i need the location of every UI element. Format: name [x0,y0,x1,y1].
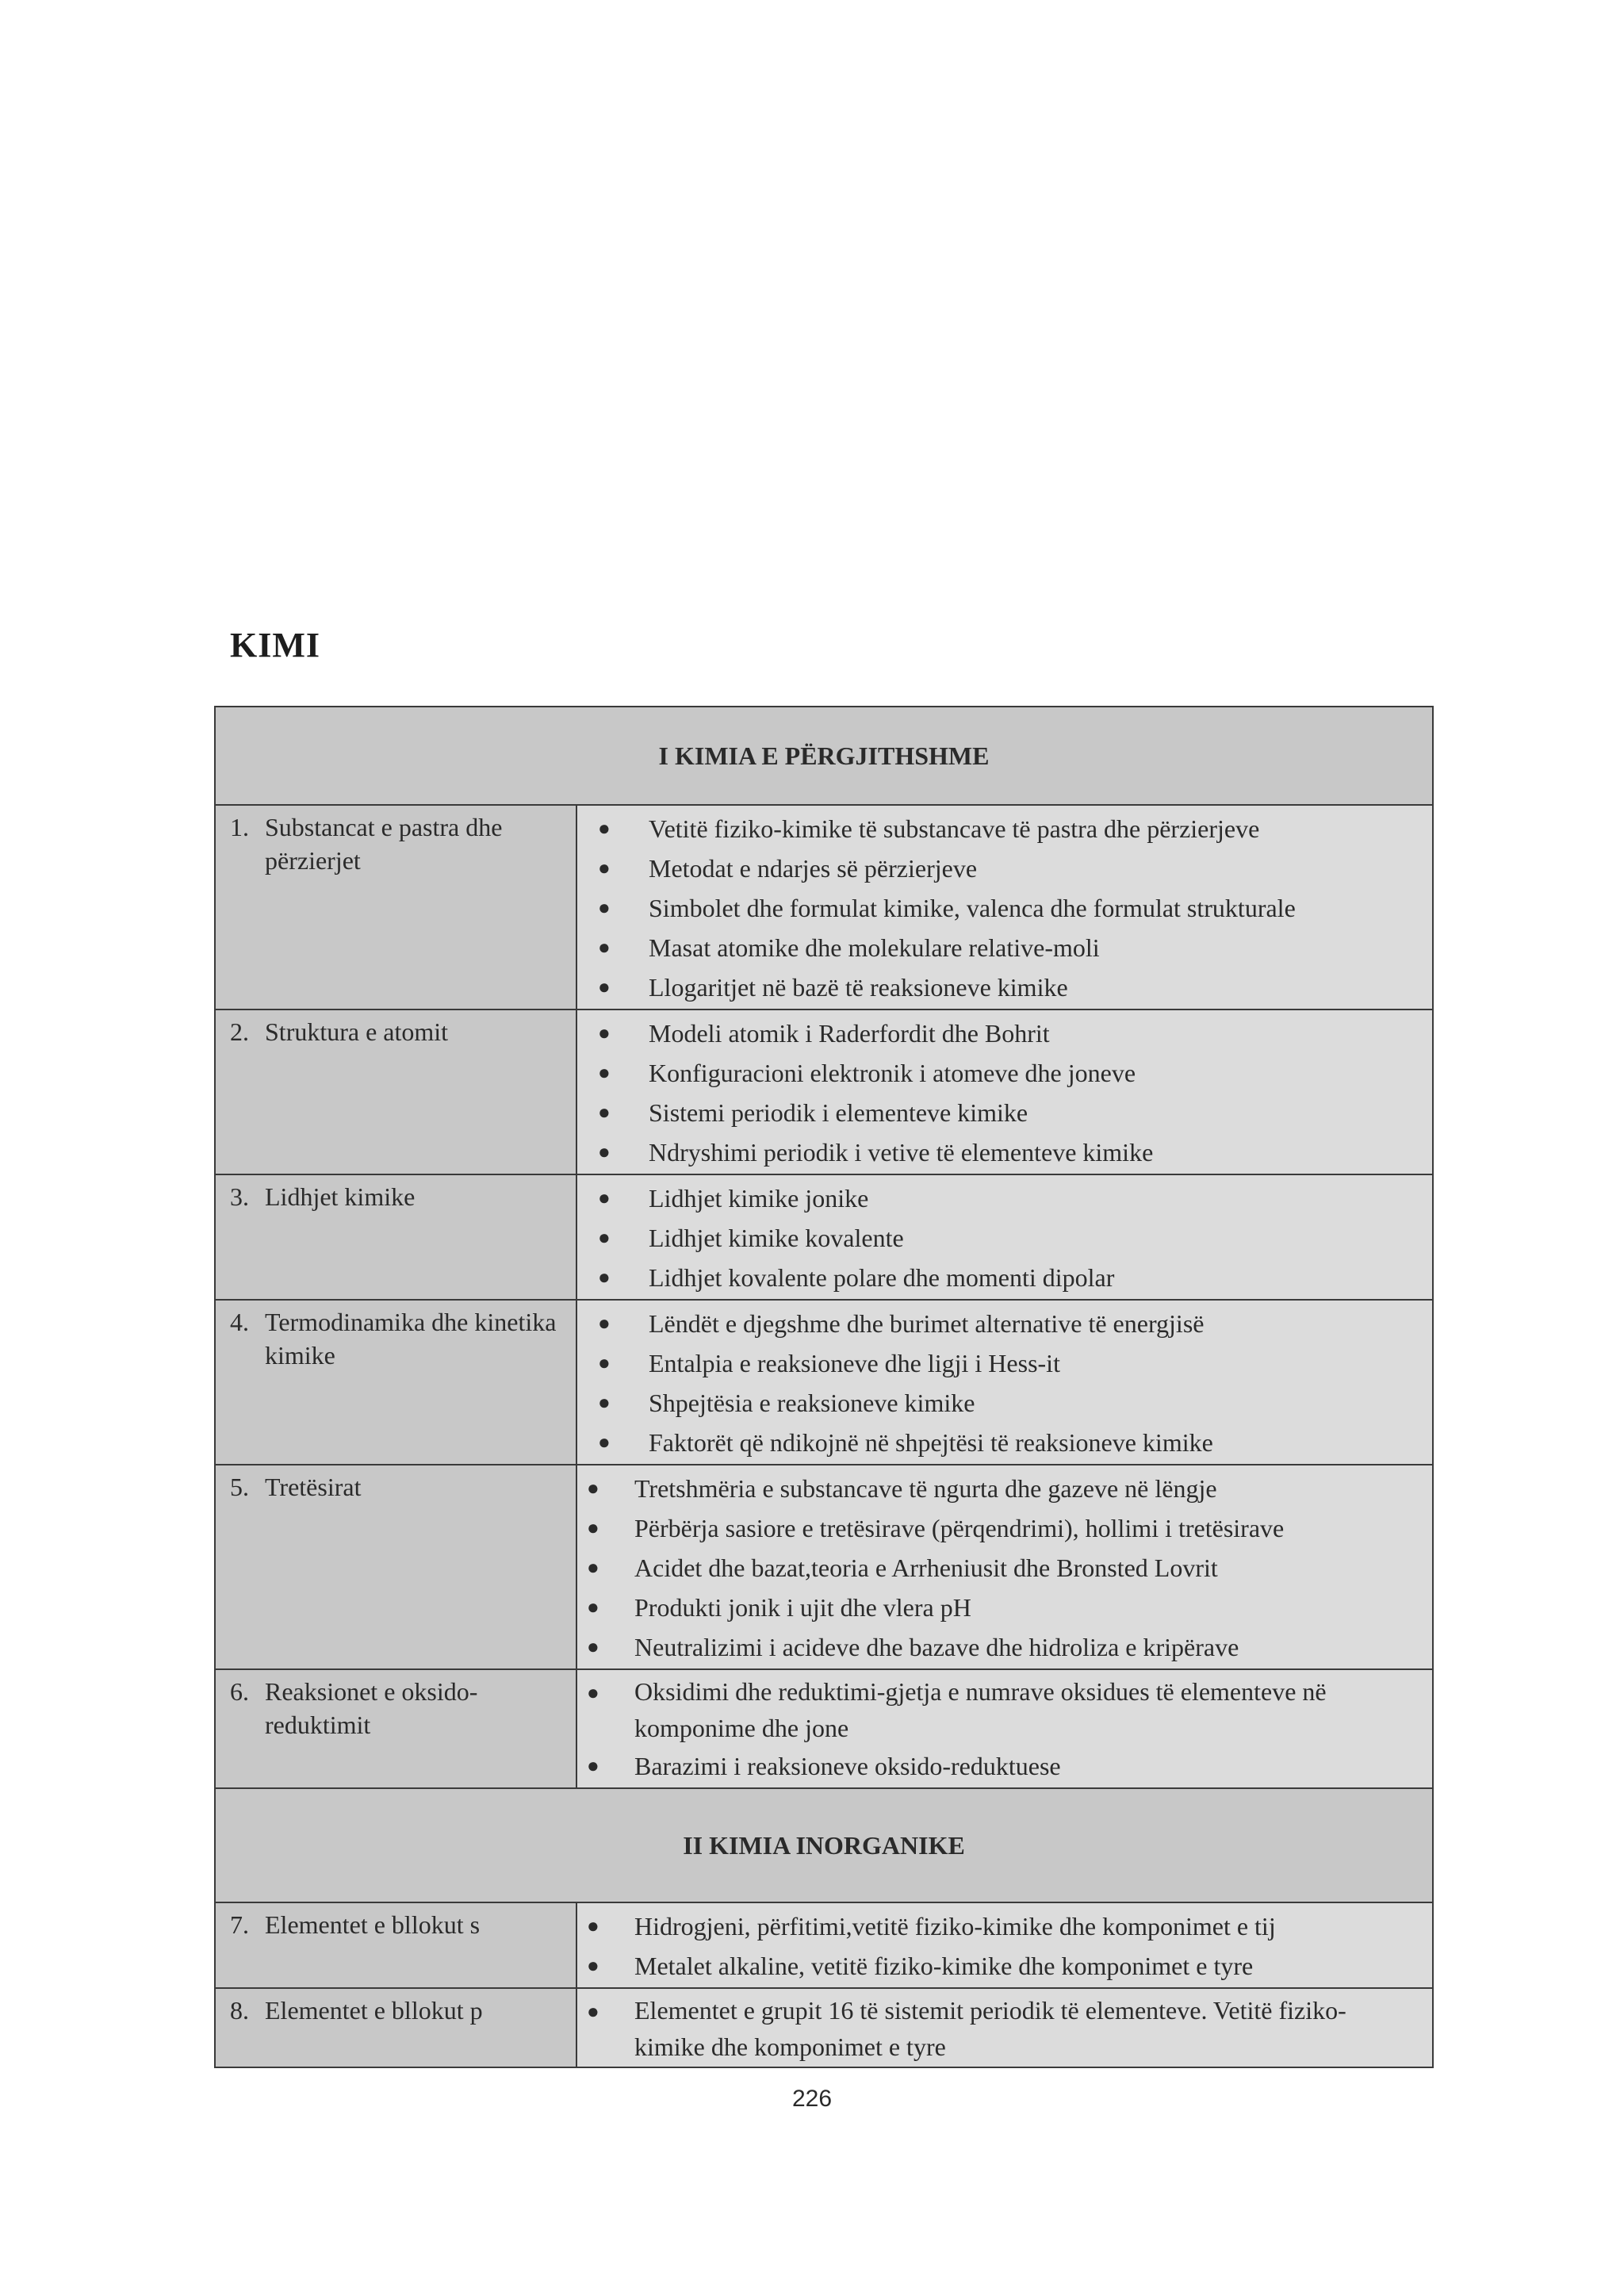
bullet-icon: ● [598,1186,611,1209]
table-row [216,1010,1432,1175]
items-cell [577,1301,1432,1464]
topic-name: Lidhjet kimike [265,1182,416,1211]
list-item: ● Përbërja sasiore e tretësirave (përqendrimi), hollimi i tretësirave [587,1508,1416,1548]
list-item: ● Entalpia e reaksioneve dhe ligji i Hess-it [598,1343,1416,1383]
topic-name: Tretësirat [265,1473,362,1501]
bullet-icon: ● [598,1021,611,1044]
topic-number: 3. [230,1182,249,1211]
bullet-icon: ● [598,896,611,919]
topic-number: 1. [230,813,249,841]
page-number: 226 [791,2086,833,2112]
items-cell [577,1010,1432,1174]
list-item: ● Hidrogjeni, përfitimi,vetitë fiziko-kimike dhe komponimet e tij [587,1906,1416,1946]
topic-cell [216,1010,577,1174]
bullet-icon: ● [587,1477,599,1500]
topic-cell [216,1989,577,2067]
list-item: ● Acidet dhe bazat,teoria e Arrheniusit dhe Bronsted Lovrit [587,1548,1416,1588]
table-row [216,806,1432,1010]
topic-number: 4. [230,1308,249,1336]
bullet-icon: ● [587,1681,599,1704]
table-row [216,1175,1432,1301]
table-row [216,1465,1432,1670]
list-item: ● Lidhjet kimike jonike [598,1178,1416,1218]
items-cell [577,1670,1432,1787]
topic-cell [216,806,577,1009]
bullet-icon: ● [587,1754,599,1777]
page-title: KIMI [230,626,320,665]
topic-cell [216,1301,577,1464]
list-item: ● Neutralizimi i acideve dhe bazave dhe hidroliza e kripërave [587,1627,1416,1667]
list-item: ● Metodat e ndarjes së përzierjeve [598,849,1416,888]
section-header-inorganic: II KIMIA INORGANIKE [216,1789,1432,1903]
curriculum-table [214,706,1434,2068]
topic-cell [216,1175,577,1299]
topic-name: Struktura e atomit [265,1017,449,1046]
list-item: ● Lidhjet kovalente polare dhe momenti dipolar [598,1258,1416,1297]
list-item: ● Elementet e grupit 16 të sistemit periodik të elementeve. Vetitë fiziko-kimike dhe komponimet e tyre [587,1992,1416,2065]
list-item: ● Llogaritjet në bazë të reaksioneve kimike [598,967,1416,1007]
table-row [216,1301,1432,1465]
topic-cell [216,1670,577,1787]
items-cell [577,1175,1432,1299]
list-item: ● Simbolet dhe formulat kimike, valenca dhe formulat strukturale [598,888,1416,928]
list-item: ● Shpejtësia e reaksioneve kimike [598,1383,1416,1423]
bullet-icon: ● [587,1516,599,1539]
bullet-icon: ● [598,1140,611,1163]
list-item: ● Ndryshimi periodik i vetive të elementeve kimike [598,1132,1416,1172]
bullet-icon: ● [598,1061,611,1084]
list-item: ● Faktorët që ndikojnë në shpejtësi të reaksioneve kimike [598,1423,1416,1462]
bullet-icon: ● [587,2000,599,2023]
items-cell [577,1989,1432,2067]
list-item: ● Sistemi periodik i elementeve kimike [598,1093,1416,1132]
topic-number: 2. [230,1017,249,1046]
bullet-icon: ● [598,1266,611,1289]
list-item: ● Lidhjet kimike kovalente [598,1218,1416,1258]
list-item: ● Tretshmëria e substancave të ngurta dhe gazeve në lëngje [587,1469,1416,1508]
bullet-icon: ● [587,1556,599,1579]
topic-number: 5. [230,1473,249,1501]
bullet-icon: ● [598,1312,611,1335]
topic-number: 7. [230,1910,249,1939]
items-cell [577,1465,1432,1668]
bullet-icon: ● [598,856,611,879]
bullet-icon: ● [587,1914,599,1937]
bullet-icon: ● [598,936,611,959]
topic-number: 8. [230,1996,249,2025]
list-item: ● Masat atomike dhe molekulare relative-moli [598,928,1416,967]
list-item: ● Metalet alkaline, vetitë fiziko-kimike dhe komponimet e tyre [587,1946,1416,1986]
section-header-general: I KIMIA E PËRGJITHSHME [216,707,1432,806]
bullet-icon: ● [598,975,611,998]
bullet-icon: ● [598,1101,611,1124]
topic-name: Elementet e bllokut s [265,1910,481,1939]
table-row [216,1670,1432,1789]
topic-number: 6. [230,1677,249,1706]
bullet-icon: ● [598,817,611,840]
topic-cell [216,1903,577,1987]
bullet-icon: ● [587,1635,599,1658]
items-cell [577,1903,1432,1987]
bullet-icon: ● [598,1391,611,1414]
list-item: ● Oksidimi dhe reduktimi-gjetja e numrave oksidues të elementeve në komponime dhe jone [587,1673,1416,1746]
items-cell [577,806,1432,1009]
topic-cell [216,1465,577,1668]
bullet-icon: ● [598,1226,611,1249]
topic-name: Termodinamika dhe kinetika kimike [265,1308,557,1370]
bullet-icon: ● [598,1431,611,1454]
table-row [216,1903,1432,1989]
list-item: ● Modeli atomik i Raderfordit dhe Bohrit [598,1013,1416,1053]
list-item: ● Konfiguracioni elektronik i atomeve dhe joneve [598,1053,1416,1093]
bullet-icon: ● [587,1596,599,1619]
list-item: ● Vetitë fiziko-kimike të substancave të pastra dhe përzierjeve [598,809,1416,849]
table-row [216,1989,1432,2067]
bullet-icon: ● [587,1954,599,1977]
topic-name: Substancat e pastra dhe përzierjet [265,813,503,875]
topic-name: Reaksionet e oksido-reduktimit [265,1677,478,1739]
bullet-icon: ● [598,1351,611,1374]
list-item: ● Lëndët e djegshme dhe burimet alternative të energjisë [598,1304,1416,1343]
list-item: ● Barazimi i reaksioneve oksido-reduktuese [587,1746,1416,1786]
list-item: ● Produkti jonik i ujit dhe vlera pH [587,1588,1416,1627]
topic-name: Elementet e bllokut p [265,1996,483,2025]
